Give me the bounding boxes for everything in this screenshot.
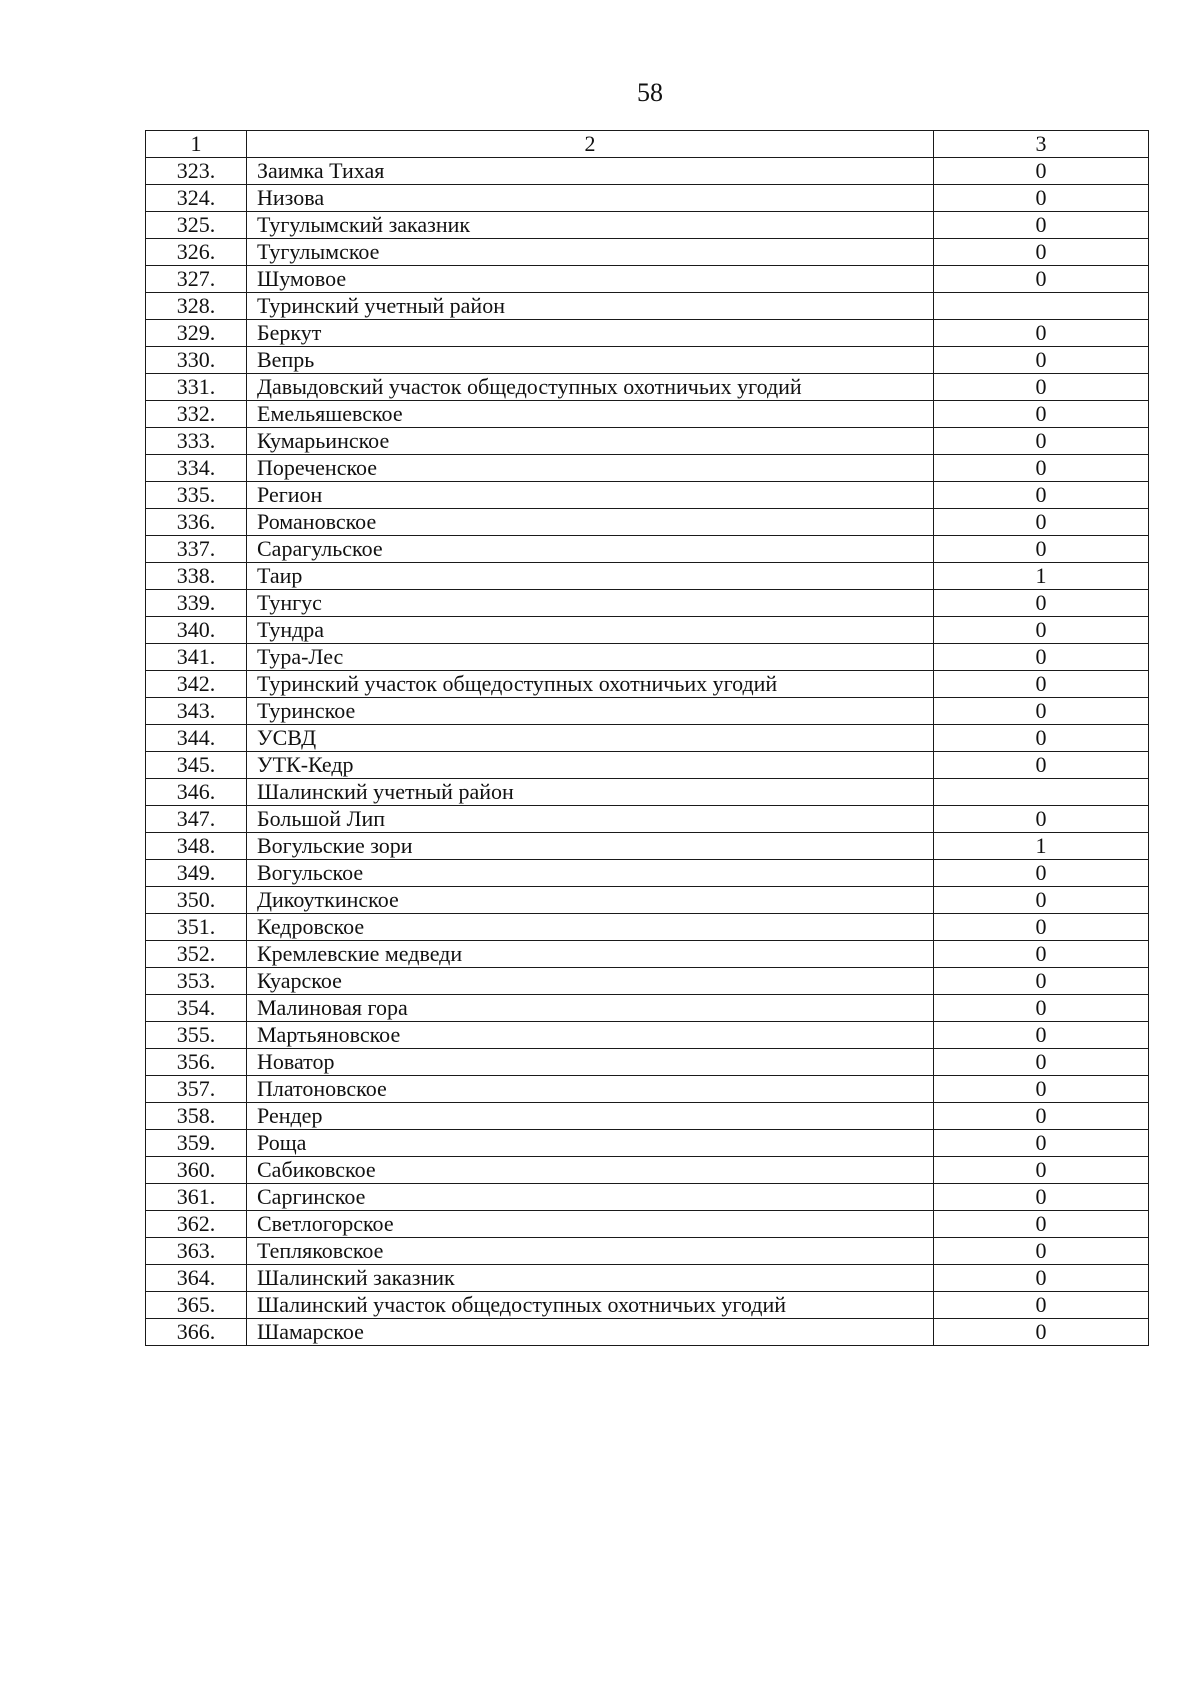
row-name: Вепрь (247, 347, 934, 374)
table-row (146, 725, 1149, 752)
table-row (146, 320, 1149, 347)
row-number: 351. (146, 914, 247, 941)
row-value: 0 (934, 1157, 1149, 1184)
row-value: 0 (934, 1076, 1149, 1103)
row-name: Шалинский учетный район (247, 779, 934, 806)
row-value: 0 (934, 482, 1149, 509)
table-row (146, 1103, 1149, 1130)
row-number: 340. (146, 617, 247, 644)
row-name: Тундра (247, 617, 934, 644)
row-name: Регион (247, 482, 934, 509)
table-row (146, 698, 1149, 725)
row-value: 0 (934, 266, 1149, 293)
row-name: Шумовое (247, 266, 934, 293)
row-number: 366. (146, 1319, 247, 1346)
row-number: 339. (146, 590, 247, 617)
row-name: Малиновая гора (247, 995, 934, 1022)
row-value: 0 (934, 347, 1149, 374)
table-row (146, 563, 1149, 590)
row-number: 336. (146, 509, 247, 536)
row-name: Сарагульское (247, 536, 934, 563)
row-value: 0 (934, 212, 1149, 239)
row-name: Сабиковское (247, 1157, 934, 1184)
row-number: 343. (146, 698, 247, 725)
table-row (146, 1238, 1149, 1265)
table-row (146, 212, 1149, 239)
table-row (146, 374, 1149, 401)
row-value: 0 (934, 698, 1149, 725)
row-name: Шамарское (247, 1319, 934, 1346)
row-value: 0 (934, 860, 1149, 887)
table-row (146, 644, 1149, 671)
table-row (146, 752, 1149, 779)
row-value: 0 (934, 914, 1149, 941)
row-number: 354. (146, 995, 247, 1022)
row-value: 0 (934, 968, 1149, 995)
row-number: 325. (146, 212, 247, 239)
row-number: 342. (146, 671, 247, 698)
row-name: УСВД (247, 725, 934, 752)
row-name: Емельяшевское (247, 401, 934, 428)
row-number: 337. (146, 536, 247, 563)
row-value: 0 (934, 320, 1149, 347)
row-number: 360. (146, 1157, 247, 1184)
table-row (146, 1211, 1149, 1238)
table-row (146, 1076, 1149, 1103)
table-row (146, 239, 1149, 266)
row-value: 0 (934, 374, 1149, 401)
table-row (146, 158, 1149, 185)
row-number: 362. (146, 1211, 247, 1238)
table-row (146, 347, 1149, 374)
table-row (146, 1157, 1149, 1184)
table-row (146, 1022, 1149, 1049)
table-row (146, 1049, 1149, 1076)
row-name: Тунгус (247, 590, 934, 617)
row-value: 0 (934, 455, 1149, 482)
row-number: 346. (146, 779, 247, 806)
row-number: 349. (146, 860, 247, 887)
row-number: 341. (146, 644, 247, 671)
row-name: Пореченское (247, 455, 934, 482)
row-value: 0 (934, 1265, 1149, 1292)
row-name: Туринское (247, 698, 934, 725)
table-row (146, 617, 1149, 644)
row-number: 332. (146, 401, 247, 428)
row-number: 327. (146, 266, 247, 293)
row-value: 0 (934, 617, 1149, 644)
row-number: 353. (146, 968, 247, 995)
header-cell-3: 3 (934, 131, 1149, 158)
row-name: Низова (247, 185, 934, 212)
row-name: Дикоуткинское (247, 887, 934, 914)
header-row (146, 131, 1149, 158)
row-value: 0 (934, 185, 1149, 212)
table-row (146, 860, 1149, 887)
row-name: Кедровское (247, 914, 934, 941)
table-row (146, 806, 1149, 833)
row-name: Мартьяновское (247, 1022, 934, 1049)
table-row (146, 779, 1149, 806)
table-row (146, 833, 1149, 860)
row-name: Вогульские зори (247, 833, 934, 860)
table-row (146, 482, 1149, 509)
row-value: 0 (934, 725, 1149, 752)
table-row (146, 455, 1149, 482)
row-name: Платоновское (247, 1076, 934, 1103)
row-number: 363. (146, 1238, 247, 1265)
row-value: 0 (934, 1238, 1149, 1265)
row-number: 330. (146, 347, 247, 374)
row-value: 0 (934, 1130, 1149, 1157)
row-name: Шалинский заказник (247, 1265, 934, 1292)
row-number: 335. (146, 482, 247, 509)
row-value: 0 (934, 887, 1149, 914)
row-value: 0 (934, 1103, 1149, 1130)
row-number: 347. (146, 806, 247, 833)
row-number: 365. (146, 1292, 247, 1319)
row-number: 348. (146, 833, 247, 860)
table-row (146, 536, 1149, 563)
row-name: Давыдовский участок общедоступных охотничьих угодий (247, 374, 934, 401)
table-body (146, 131, 1149, 1346)
table-row (146, 428, 1149, 455)
row-name: Вогульское (247, 860, 934, 887)
row-name: Тугулымское (247, 239, 934, 266)
row-value: 0 (934, 671, 1149, 698)
table-row (146, 1265, 1149, 1292)
row-name: Шалинский участок общедоступных охотничьих угодий (247, 1292, 934, 1319)
row-name: Тепляковское (247, 1238, 934, 1265)
row-number: 352. (146, 941, 247, 968)
row-number: 356. (146, 1049, 247, 1076)
row-value: 0 (934, 1184, 1149, 1211)
row-value: 0 (934, 428, 1149, 455)
table-row (146, 941, 1149, 968)
table-row (146, 185, 1149, 212)
row-number: 328. (146, 293, 247, 320)
row-number: 350. (146, 887, 247, 914)
row-value: 0 (934, 644, 1149, 671)
row-value: 0 (934, 158, 1149, 185)
row-number: 334. (146, 455, 247, 482)
row-name: Куарское (247, 968, 934, 995)
row-name: Светлогорское (247, 1211, 934, 1238)
row-number: 358. (146, 1103, 247, 1130)
row-name: Таир (247, 563, 934, 590)
table-row (146, 401, 1149, 428)
row-number: 338. (146, 563, 247, 590)
row-name: Саргинское (247, 1184, 934, 1211)
registry-table (145, 130, 1149, 1346)
row-value: 0 (934, 536, 1149, 563)
row-name: Рендер (247, 1103, 934, 1130)
row-value: 0 (934, 995, 1149, 1022)
row-value (934, 293, 1149, 320)
row-value: 0 (934, 509, 1149, 536)
row-name: Заимка Тихая (247, 158, 934, 185)
row-value: 0 (934, 1292, 1149, 1319)
table-row (146, 887, 1149, 914)
row-name: Туринский учетный район (247, 293, 934, 320)
row-number: 364. (146, 1265, 247, 1292)
table-row (146, 1130, 1149, 1157)
row-number: 324. (146, 185, 247, 212)
row-value: 0 (934, 806, 1149, 833)
table-row (146, 968, 1149, 995)
row-value (934, 779, 1149, 806)
row-number: 344. (146, 725, 247, 752)
row-value: 0 (934, 1211, 1149, 1238)
row-value: 0 (934, 941, 1149, 968)
table-row (146, 509, 1149, 536)
row-value: 0 (934, 752, 1149, 779)
row-name: Кумарьинское (247, 428, 934, 455)
row-name: Тура-Лес (247, 644, 934, 671)
row-number: 357. (146, 1076, 247, 1103)
row-name: Туринский участок общедоступных охотничьих угодий (247, 671, 934, 698)
row-name: УТК-Кедр (247, 752, 934, 779)
row-name: Кремлевские медведи (247, 941, 934, 968)
table-row (146, 914, 1149, 941)
row-number: 331. (146, 374, 247, 401)
row-number: 345. (146, 752, 247, 779)
row-number: 355. (146, 1022, 247, 1049)
row-number: 361. (146, 1184, 247, 1211)
row-value: 0 (934, 1319, 1149, 1346)
table-row (146, 1292, 1149, 1319)
row-name: Беркут (247, 320, 934, 347)
table-row (146, 293, 1149, 320)
table-row (146, 590, 1149, 617)
row-name: Тугулымский заказник (247, 212, 934, 239)
header-cell-2: 2 (247, 131, 934, 158)
row-number: 323. (146, 158, 247, 185)
table-row (146, 1319, 1149, 1346)
row-number: 333. (146, 428, 247, 455)
row-value: 1 (934, 563, 1149, 590)
row-name: Большой Лип (247, 806, 934, 833)
header-cell-1: 1 (146, 131, 247, 158)
row-value: 0 (934, 1022, 1149, 1049)
table-row (146, 995, 1149, 1022)
row-name: Романовское (247, 509, 934, 536)
table-row (146, 671, 1149, 698)
row-value: 0 (934, 590, 1149, 617)
row-number: 359. (146, 1130, 247, 1157)
row-number: 326. (146, 239, 247, 266)
row-value: 0 (934, 239, 1149, 266)
row-number: 329. (146, 320, 247, 347)
table-row (146, 1184, 1149, 1211)
row-value: 0 (934, 401, 1149, 428)
page-number: 58 (637, 78, 663, 107)
row-value: 1 (934, 833, 1149, 860)
row-value: 0 (934, 1049, 1149, 1076)
row-name: Роща (247, 1130, 934, 1157)
row-name: Новатор (247, 1049, 934, 1076)
table-row (146, 266, 1149, 293)
